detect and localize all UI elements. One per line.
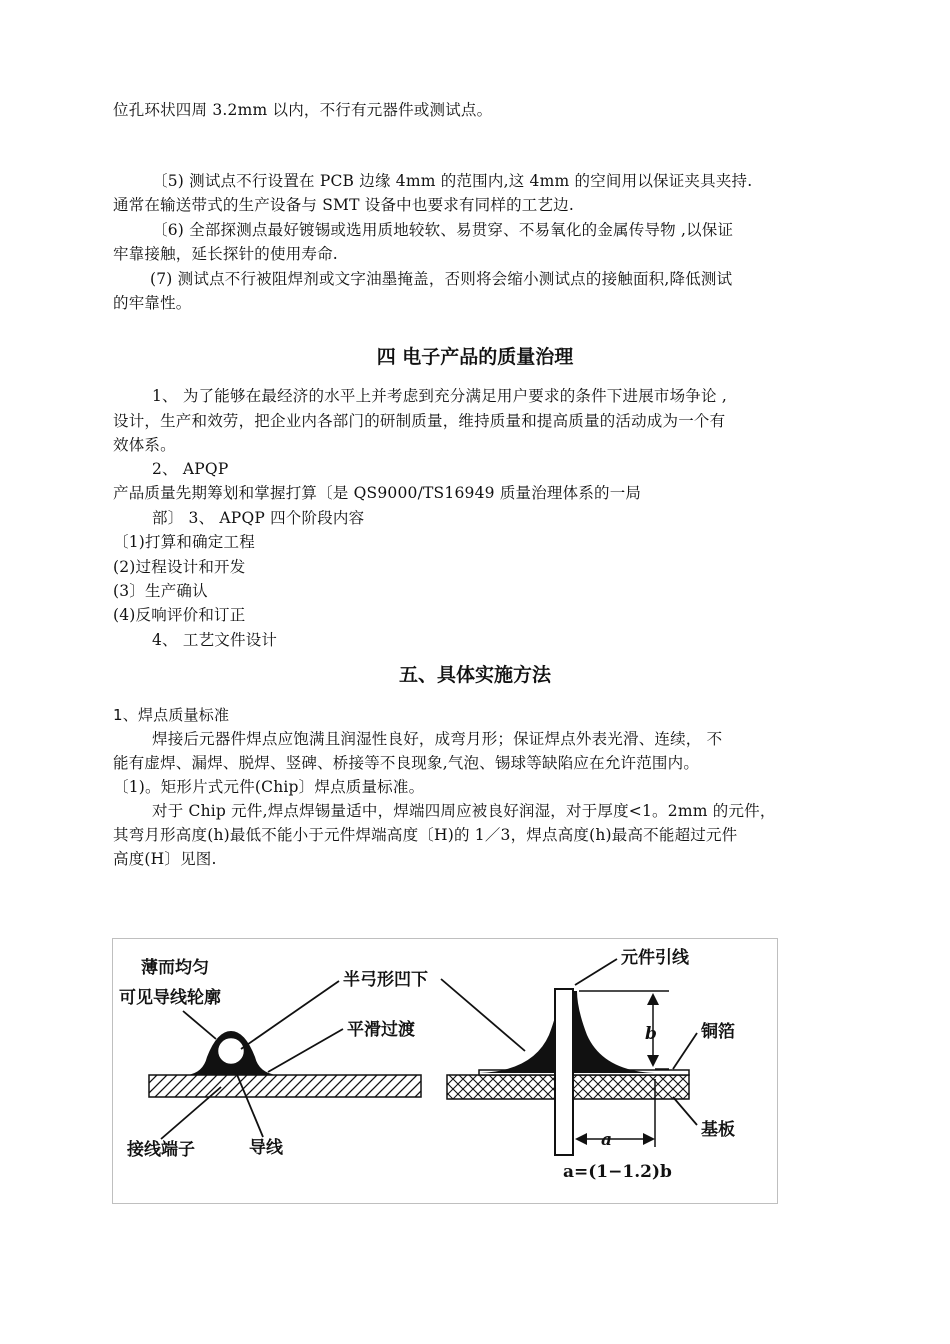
paragraph-item6-line2: 牢靠接触，延长探针的使用寿命. [113,245,338,263]
paragraph-item5-line1: 〔5) 测试点不行设置在 PCB 边缘 4mm 的范围内,这 4mm 的空间用以保证夹具夹持. [152,172,753,190]
paragraph-item6-line1: 〔6) 全部探测点最好镀锡或选用质地较软、易贯穿、不易氧化的金属传导物 ,以保证 [152,221,734,239]
paragraph-item7-line2: 的牢靠性。 [113,294,192,312]
section4-item1-line1: 1、 为了能够在最经济的水平上并考虑到充分满足用户要求的条件下进展市场争论 , [152,387,727,405]
section4-item3: 部〕 3、 APQP 四个阶段内容 [152,509,365,527]
solder-joint-diagram [113,939,779,1205]
label-substrate: 基板 [701,1120,735,1140]
section-4-heading: 四 电子产品的质量治理 [376,346,574,368]
paragraph-item5-line2: 通常在输送带式的生产设备与 SMT 设备中也要求有同样的工艺边. [113,196,575,214]
apqp-stage-2: (2)过程设计和开发 [113,558,246,576]
section4-item1-line2: 设计，生产和效劳，把企业内各部门的研制质量，维持质量和提高质量的活动成为一个有 [113,412,726,430]
leader-outline [183,1011,216,1039]
leader-half-bow-right [441,979,525,1051]
apqp-stage-1: 〔1)打算和确定工程 [113,533,255,551]
paragraph-item7-line1: (7) 测试点不行被阻焊剂或文字油墨掩盖，否则将会缩小测试点的接触面积,降低测试 [150,270,733,288]
leader-component-lead [575,959,617,985]
section5-text1-line1: 焊接后元器件焊点应饱满且润湿性良好，成弯月形；保证焊点外表光滑、连续， 不 [152,730,723,748]
label-visible-outline: 可见导线轮廓 [119,988,221,1008]
wire-cross-section [217,1037,245,1065]
section4-item2: 2、 APQP [152,460,229,478]
section5-subheading: 1、焊点质量标准 [113,706,230,724]
apqp-stage-4: (4)反响评价和订正 [113,606,246,624]
section4-item4: 4、 工艺文件设计 [152,631,278,649]
label-a: a [601,1130,613,1150]
section5-text2: 〔1)。矩形片式元件(Chip〕焊点质量标准。 [113,778,425,796]
paragraph-hole-ring: 位孔环状四周 3.2mm 以内，不行有元器件或测试点。 [113,101,493,119]
label-copper-foil: 铜箔 [701,1022,735,1042]
label-terminal: 接线端子 [127,1140,195,1160]
label-wire: 导线 [249,1138,283,1158]
label-half-bow: 半弓形凹下 [343,970,428,990]
section5-text1-line2: 能有虚焊、漏焊、脱焊、竖碑、桥接等不良现象,气泡、锡球等缺陷应在允许范围内。 [113,754,700,772]
section4-item1-line3: 效体系。 [113,436,176,454]
dim-a-arrow-left [575,1133,587,1145]
section5-text3-line3: 高度(H〕见图. [113,850,217,868]
leader-smooth-transition [268,1029,343,1072]
section-5-heading: 五、具体实施方法 [398,664,551,686]
terminal-board [149,1075,421,1097]
solder-joint-figure [112,938,778,1204]
label-smooth-transition: 平滑过渡 [347,1020,415,1040]
leader-substrate [673,1097,697,1125]
apqp-stage-3: (3〕生产确认 [113,582,208,600]
label-thin-even: 薄而均匀 [141,958,209,978]
section5-text3-line2: 其弯月形高度(h)最低不能小于元件焊端高度〔H)的 1／3，焊点高度(h)最高不能超过元件 [113,826,738,844]
formula-a-b: a=(1−1.2)b [563,1162,672,1182]
section4-item2-description: 产品质量先期筹划和掌握打算〔是 QS9000/TS16949 质量治理体系的一局 [113,484,642,502]
dim-b-arrow-down [647,1055,659,1067]
component-lead [555,989,573,1155]
leader-copper-foil [673,1033,697,1069]
label-b: b [645,1024,657,1044]
dim-b-arrow-up [647,993,659,1005]
section5-text3-line1: 对于 Chip 元件,焊点焊锡量适中，焊端四周应被良好润湿，对于厚度<1。2mm 的元件， [152,802,776,820]
dim-a-arrow-right [643,1133,655,1145]
label-component-lead: 元件引线 [621,948,689,968]
